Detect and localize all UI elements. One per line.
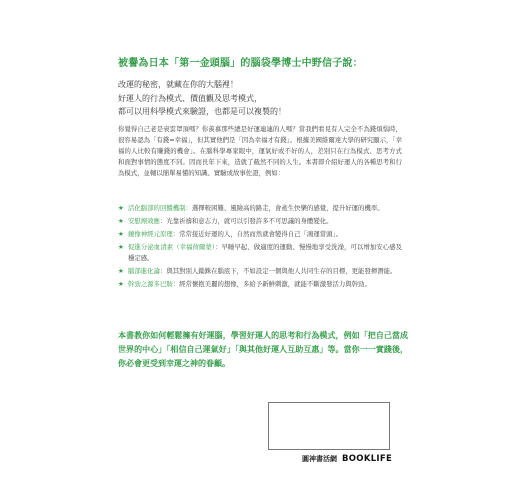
star-icon: ★ [118,230,124,238]
list-item [118,266,402,277]
barcode-area [268,402,390,450]
publisher-logo [302,454,412,464]
bullet-description: ：光靠祈禱和意志力，就可以引發許多不可思議的身體變化。 [159,217,333,225]
list-item [118,229,402,240]
quote-line: 好運人的行為模式、價值觀及思考模式， [118,93,262,103]
quote-line: 都可以用科學模式來驗證，也都是可以複製的！ [118,107,286,116]
bullet-description: ：與其對別人錙銖在腦底下，不如設定一個與他人共同生存的目標，更能發揮潛能。 [159,267,397,275]
bullet-title: 鏡像神經元原理 [128,230,173,238]
bullet-description: ：早睡早起、做適度的運動、慢慢地享受洗澡，可以增加安心感及穩定感。 [128,243,402,262]
list-item [118,216,402,227]
publisher-name: 圓神書活網 [302,455,337,463]
bullet-title: 活化腦部的回饋機制 [128,204,186,212]
publisher-brand: BOOKLIFE [342,454,393,464]
list-item [118,203,402,214]
bullet-list [118,203,402,292]
bullet-title: 幹勁之源多巴胺 [128,280,173,288]
bullet-description: ：選擇較困難、風險高的路走，會產生快樂的感覺，提升好運的機率。 [185,204,384,212]
bullet-title: 安慰劑效應 [128,217,160,225]
list-item [118,242,402,264]
heading: 被譽為日本「第一金頭腦」的腦袋學博士中野信子說： [118,58,363,69]
star-icon: ★ [118,217,124,225]
bullet-description: ：常常接近好運的人，自然而然就會變得自己「鴻運當頭」。 [172,230,343,238]
bullet-title: 腦部進化論 [128,267,160,275]
star-icon: ★ [118,280,124,288]
star-icon: ★ [118,243,124,251]
list-item [118,279,402,290]
quote-block [118,78,418,119]
star-icon: ★ [118,204,124,212]
body-paragraph: 你覺得自己老是衰雲罩頂嗎？你羨慕那些總是好運連連的人嗎？當我們看見有人完全不為錢煩惱時，很容易認為「有錢=幸福」，但其實他們是「因為幸福才有錢」。根據美國維爾達大學的研究顯示，「幸福的人比較有賺錢的機會」。在腦科學專家眼中，運氣好或不好的人，差別只在行為模式、思考方式和面對事情的態度不同。因而長年下來，造就了截然不同的人生。本書即介紹好運人的各種思考和行為模式，並輔以簡單易懂的知識、實驗或故事佐證，例如： [118,125,402,177]
star-icon: ★ [118,267,124,275]
bullet-description: ：經常懷抱美麗的想像，多給予新鮮刺激，就能不斷激發活力與幹勁。 [172,280,371,288]
bullet-title: 促進分泌血清素（幸福荷爾蒙） [128,243,216,251]
quote-line: 改運的秘密，就藏在你的大腦裡！ [118,80,238,89]
closing-paragraph: 本書教你如何輕鬆擁有好運腦，學習好運人的思考和行為模式，例如「把自己當成世界的中心」「相信自己運氣好」「與其他好運人互助互惠」等。當你一一實踐後，你必會更受到幸運之神的眷顧。 [118,331,408,368]
